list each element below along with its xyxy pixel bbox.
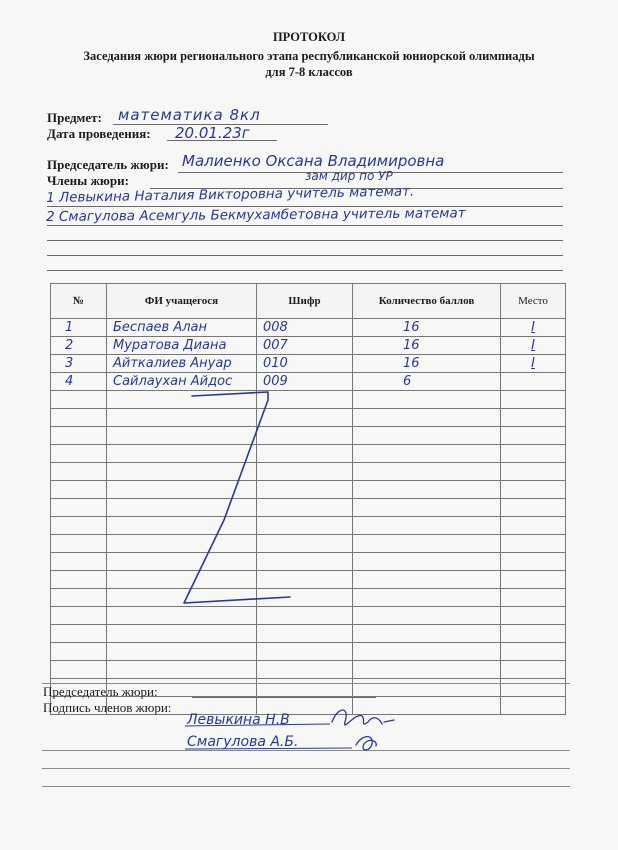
row-number: 3: [51, 355, 107, 373]
row-code: 009: [257, 373, 353, 391]
col-code-header: Шифр: [257, 284, 353, 319]
member-2: 2 Смагулова Асемгуль Бекмухамбетовна учитель математ: [46, 205, 466, 225]
chair-label: Председатель жюри:: [47, 157, 169, 172]
row-name: Беспаев Алан: [107, 319, 257, 337]
col-number-header: №: [51, 284, 107, 319]
row-code: 007: [257, 337, 353, 355]
row-code: 010: [257, 355, 353, 373]
row-place: I: [501, 355, 566, 373]
row-score: 16: [353, 355, 501, 373]
row-score: 6: [353, 373, 501, 391]
subject-value: математика 8кл: [118, 106, 261, 124]
col-name-header: ФИ учащегося: [107, 284, 257, 319]
row-score: 16: [353, 337, 501, 355]
protocol-title: ПРОТОКОЛ: [272, 30, 346, 44]
signature-underline-1: [185, 724, 330, 726]
sign-chair-label: Председатель жюри:: [43, 684, 158, 699]
protocol-subtitle: Заседания жюри регионального этапа республиканской юниорской олимпиады: [83, 49, 535, 63]
date-label: Дата проведения:: [47, 126, 151, 141]
strike-through-mark: [184, 392, 290, 603]
row-place: I: [501, 319, 566, 337]
chair-value: Малиенко Оксана Владимировна: [182, 152, 445, 170]
signature-scribble-2: [356, 737, 376, 750]
row-number: 2: [51, 337, 107, 355]
signature-member-1: Левыкина Н.В: [187, 712, 290, 728]
row-name: Сайлаухан Айдос: [107, 373, 257, 391]
row-number: 1: [51, 319, 107, 337]
date-value: 20.01.23г: [175, 124, 250, 142]
row-name: Айткалиев Ануар: [107, 355, 257, 373]
signature-member-2: Смагулова А.Б.: [187, 734, 299, 750]
protocol-grades: для 7-8 классов: [265, 65, 353, 79]
row-code: 008: [257, 319, 353, 337]
row-number: 4: [51, 373, 107, 391]
row-score: 16: [353, 319, 501, 337]
signature-underline-2: [185, 748, 352, 749]
signature-scribble-1: [332, 710, 394, 725]
members-label: Члены жюри:: [47, 173, 129, 188]
row-place: I: [501, 337, 566, 355]
chair-role: зам дир по УР: [305, 169, 393, 183]
subject-label: Предмет:: [47, 110, 102, 125]
row-name: Муратова Диана: [107, 337, 257, 355]
col-place-header: Место: [501, 284, 566, 319]
col-score-header: Количество баллов: [353, 284, 501, 319]
member-1: 1 Левыкина Наталия Викторовна учитель математ.: [46, 183, 415, 206]
sign-members-label: Подпись членов жюри:: [43, 700, 172, 715]
